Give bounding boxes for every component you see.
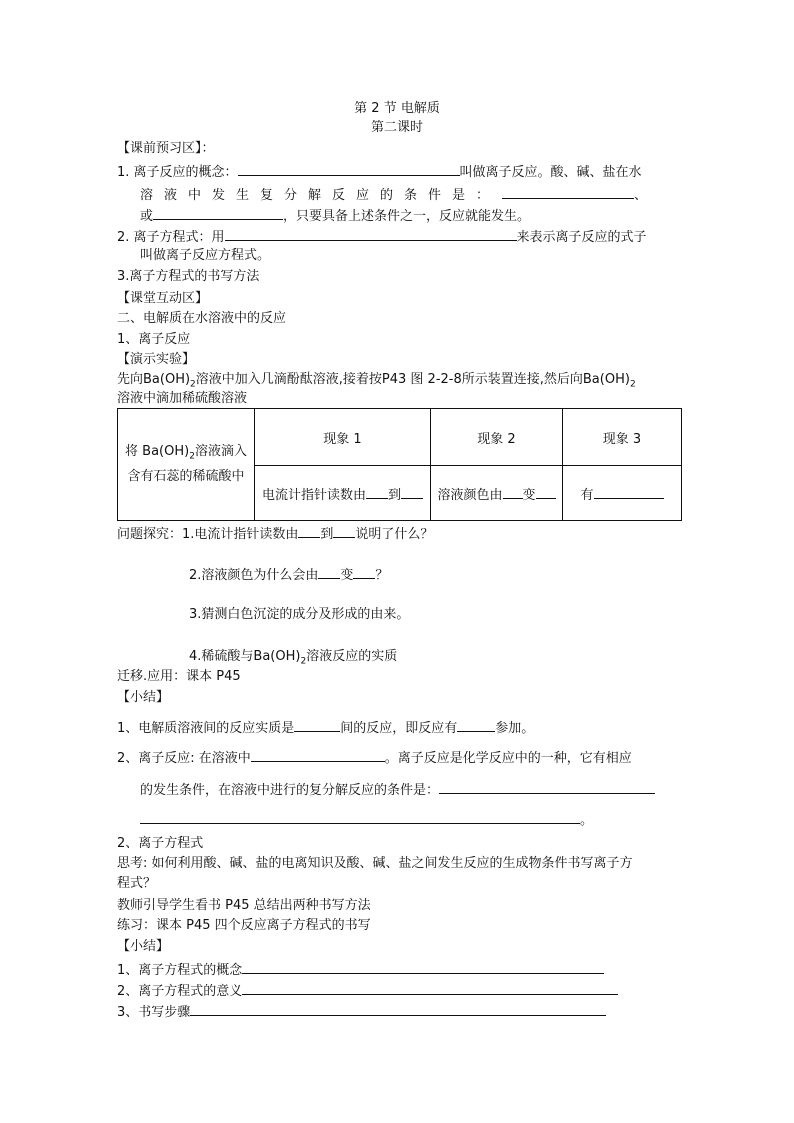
- transfer-application: 迁移.应用：课本 P45: [117, 669, 241, 684]
- blank-line: [366, 484, 388, 499]
- blank-line: [502, 184, 634, 199]
- summary2-item-2: [117, 980, 618, 1001]
- inq-q2b: 变: [340, 568, 354, 583]
- table-header-2: 现象 2: [431, 409, 563, 466]
- inq-q2c: ？: [375, 568, 389, 583]
- demo-text-a: 先向Ba(OH): [117, 372, 191, 387]
- preview-q3: 3.离子方程式的书写方法: [117, 269, 260, 284]
- demo-text-c: 溶液中滴加稀硫酸溶液: [117, 391, 248, 406]
- table-cell-3: [563, 466, 682, 521]
- i1: 1、离子方程式的概念: [117, 963, 243, 978]
- section-two: 二、电解质在水溶液中的反应: [117, 311, 287, 326]
- blank-line: [333, 523, 355, 538]
- preview-q1-line2: [140, 184, 647, 205]
- s1a: 1、电解质溶液间的反应实质是: [117, 721, 295, 736]
- blank-line: [439, 779, 655, 794]
- blank-line: [190, 1001, 606, 1016]
- q1-line2-text: 溶液中发生复分解反应的条件是：: [140, 188, 501, 203]
- blank-line: [298, 523, 320, 538]
- inq-q4a: 4.稀硫酸与Ba(OH): [189, 649, 301, 664]
- i3: 3、书写步骤: [117, 1005, 191, 1020]
- interactive-heading: 【课堂互动区】: [117, 291, 209, 306]
- demo-sub: 2: [190, 379, 196, 390]
- blank-line: [401, 484, 423, 499]
- c3: 有: [580, 487, 594, 503]
- inq-q1b: 到: [320, 527, 334, 542]
- subsection-ion-reaction: 1、离子反应: [117, 332, 191, 347]
- c1a: 电流计指针读数由: [261, 487, 366, 503]
- s2c: 的发生条件，在溶液中进行的复分解反应的条件是：: [140, 783, 440, 798]
- c2b: 变: [522, 487, 536, 503]
- blank-line: [140, 809, 580, 824]
- page-subtitle: 第二课时: [370, 120, 423, 135]
- left-a: 将 Ba(OH): [125, 444, 190, 460]
- c1b: 到: [388, 487, 402, 503]
- c2a: 溶液颜色由: [437, 487, 503, 503]
- summary-item-2-line3: [140, 809, 593, 830]
- blank-line: [225, 226, 517, 241]
- blank-line: [457, 717, 495, 732]
- think-line-1: 思考: 如何利用酸、碱、盐的电离知识及酸、碱、盐之间发生反应的生成物条件书写离子方: [117, 856, 633, 871]
- preview-q2: [117, 226, 647, 247]
- inquiry-q3: 3.猜测白色沉淀的成分及形成的由来。: [189, 607, 410, 622]
- inq-q4b: 溶液反应的实质: [306, 649, 398, 664]
- inq-q2a: 2.溶液颜色为什么会由: [189, 568, 319, 583]
- q1-line3-suffix: ，只要具备上述条件之一，反应就能发生。: [283, 209, 531, 224]
- q2-label: 2. 离子方程式：用: [117, 230, 225, 245]
- practice: 练习：课本 P45 四个反应离子方程式的书写: [117, 918, 371, 933]
- summary2-item-1: [117, 959, 604, 980]
- summary2-item-3: [117, 1001, 606, 1022]
- summary-item-2-line2: [140, 779, 655, 800]
- left-b: 溶液滴入: [194, 444, 247, 460]
- subsection-ionic-equation: 2、离子方程式: [117, 836, 204, 851]
- q1-sep: 、: [634, 188, 648, 203]
- inq-q1a: 问题探究：1.电流计指针读数由: [117, 527, 299, 542]
- table-header-3: 现象 3: [563, 409, 682, 466]
- table-cell-2: [431, 466, 563, 521]
- blank-line: [238, 161, 460, 176]
- i2: 2、离子方程式的意义: [117, 984, 243, 999]
- table-header-1: 现象 1: [255, 409, 431, 466]
- inquiry-q2: [189, 564, 388, 585]
- q1-label: 1. 离子反应的概念：: [117, 165, 238, 180]
- s2b: 。离子反应是化学反应中的一种，它有相应: [384, 751, 632, 766]
- s2end: 。: [580, 813, 594, 828]
- left-sub: 2: [189, 451, 195, 462]
- q2-suffix: 来表示离子反应的式子: [516, 230, 647, 245]
- s2a: 2、离子反应: 在溶液中: [117, 751, 251, 766]
- summary-heading: 【小结】: [117, 690, 170, 705]
- blank-line: [503, 484, 523, 499]
- inq-q4sub: 2: [300, 656, 307, 667]
- inq-q1c: 说明了什么？: [355, 527, 434, 542]
- blank-line: [294, 717, 340, 732]
- table-left-cell: [118, 409, 255, 521]
- s1b: 间的反应，即反应有: [340, 721, 458, 736]
- inquiry-q1: [117, 523, 433, 544]
- blank-line: [536, 484, 556, 499]
- q1-suffix: 叫做离子反应。酸、碱、盐在水: [459, 165, 642, 180]
- blank-line: [153, 205, 283, 220]
- think-line-2: 程式？: [117, 876, 157, 891]
- blank-line: [318, 564, 340, 579]
- page-title: 第 2 节 电解质: [354, 101, 440, 116]
- teacher-guide: 教师引导学生看书 P45 总结出两种书写方法: [117, 898, 371, 913]
- blank-line: [594, 484, 664, 499]
- summary-item-2: [117, 747, 632, 768]
- s1c: 参加。: [495, 721, 535, 736]
- table-cell-1: [255, 466, 431, 521]
- preview-q1: [117, 161, 642, 182]
- blank-line: [242, 959, 604, 974]
- preview-heading: 【课前预习区】：: [117, 141, 215, 156]
- preview-q1-line3: [140, 205, 530, 226]
- preview-q2-line2: 叫做离子反应方程式。: [140, 248, 271, 263]
- summary2-heading: 【小结】: [117, 939, 170, 954]
- q1-or: 或: [140, 209, 154, 224]
- demo-heading: 【演示实验】: [117, 352, 196, 367]
- left-c: 含有石蕊的稀硫酸中: [127, 468, 245, 484]
- blank-line: [353, 564, 375, 579]
- demo-text-b: 溶液中加入几滴酚酞溶液,接着按P43 图 2-2-8所示装置连接,然后向Ba(OH): [195, 372, 630, 387]
- blank-line: [251, 747, 385, 762]
- demo-sub-2: 2: [629, 379, 636, 390]
- experiment-table: [117, 408, 682, 521]
- summary-item-1: [117, 717, 534, 738]
- blank-line: [242, 980, 618, 995]
